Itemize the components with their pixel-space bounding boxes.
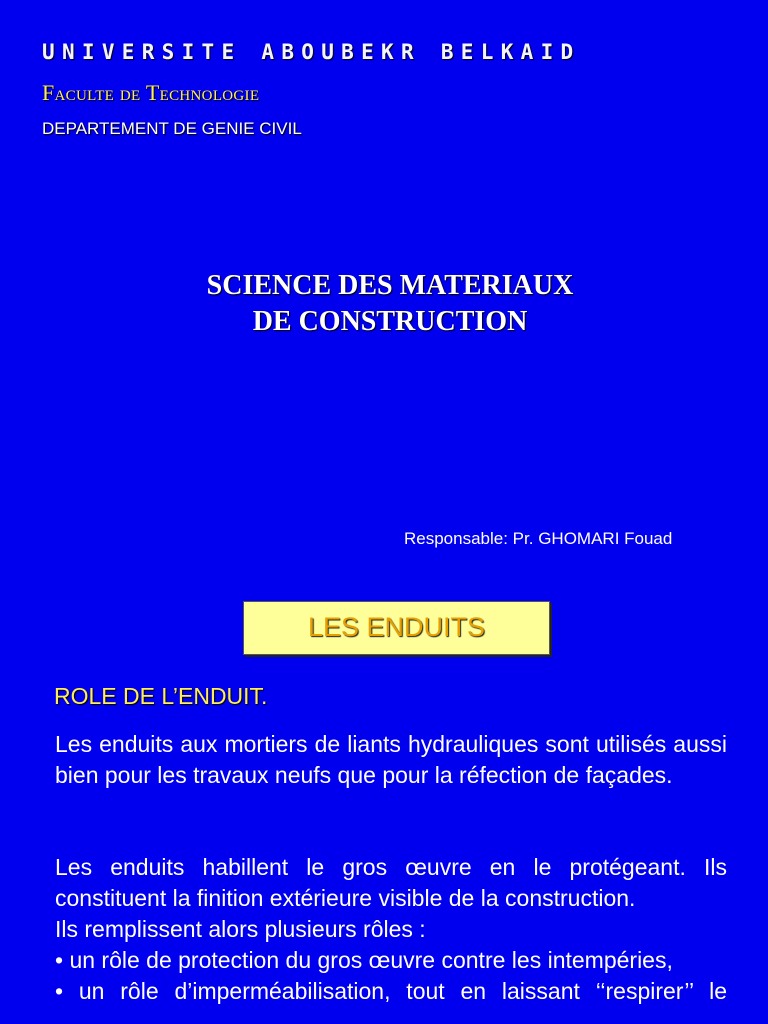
course-title-line-2: DE CONSTRUCTION xyxy=(252,306,528,337)
department-name: DEPARTEMENT DE GENIE CIVIL xyxy=(42,119,302,138)
course-responsible: Responsable: Pr. GHOMARI Fouad xyxy=(404,529,673,548)
faculty-name: Faculte de Technologie xyxy=(42,80,260,105)
paragraph-2-line-1: Les enduits habillent le gros œuvre en le protégeant. Ils constituent la finition extérieure visible de la construction. xyxy=(55,854,727,911)
bullet-item-impermeabilisation: • un rôle d’imperméabilisation, tout en laissant ‘‘respirer’’ le xyxy=(55,978,727,1004)
chapter-label: LES ENDUITS xyxy=(307,612,486,642)
section-heading: ROLE DE L’ENDUIT. xyxy=(54,683,268,709)
university-name: UNIVERSITE ABOUBEKR BELKAID xyxy=(42,40,581,64)
chapter-label-box xyxy=(243,601,550,655)
course-title xyxy=(0,268,768,340)
paragraph-1: Les enduits aux mortiers de liants hydrauliques sont utilisés aussi bien pour les travaux neufs que pour la réfection de façades. xyxy=(55,731,727,788)
paragraph-2 xyxy=(55,852,727,1007)
bullet-item-protection: • un rôle de protection du gros œuvre contre les intempéries, xyxy=(55,947,673,973)
course-title-line-1: SCIENCE DES MATERIAUX xyxy=(206,270,574,301)
paragraph-2-line-2: Ils remplissent alors plusieurs rôles : xyxy=(55,916,426,942)
